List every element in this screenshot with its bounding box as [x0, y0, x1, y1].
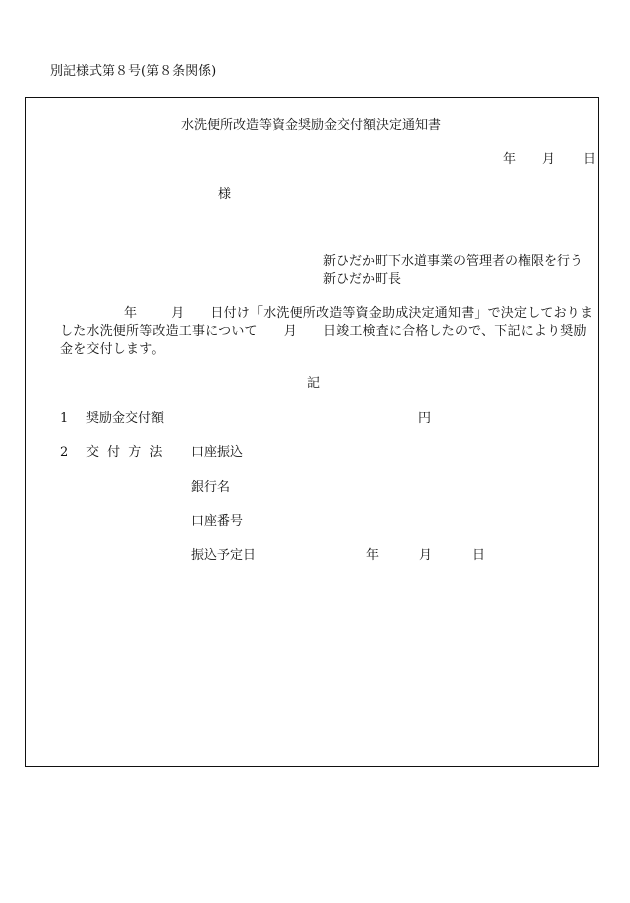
issue-date-day: 日	[583, 152, 597, 167]
payment-account-number: 口座番号	[191, 514, 244, 529]
payment-transfer: 口座振込	[191, 445, 244, 460]
item-2-number: 2	[60, 445, 69, 460]
recipient-suffix: 様	[218, 187, 232, 202]
issue-date-year: 年	[503, 152, 517, 167]
body-line-2-b: 日竣工検査に合格したので、下記により奨励	[322, 324, 587, 339]
body-line-1-text: 日付け「水洗便所改造等資金助成決定通知書」で決定しておりま	[210, 306, 594, 321]
body-month-label: 月	[171, 306, 185, 321]
body-line-2-a: した水洗便所等改造工事について	[60, 324, 258, 339]
document-title: 水洗便所改造等資金奨励金交付額決定通知書	[181, 118, 442, 133]
body-year-label: 年	[124, 306, 138, 321]
payment-date-year: 年	[366, 548, 380, 563]
payment-date-day: 日	[472, 548, 486, 563]
ki-heading: 記	[307, 376, 321, 391]
payment-bank-name: 銀行名	[191, 480, 231, 495]
payment-date-month: 月	[419, 548, 433, 563]
item-2-label: 交 付 方 法	[86, 445, 165, 460]
body-line-3: 金を交付します。	[60, 342, 165, 357]
sender-line-2: 新ひだか町長	[323, 272, 402, 287]
issue-date-month: 月	[542, 152, 556, 167]
payment-scheduled-date: 振込予定日	[191, 548, 257, 563]
body-line-2-month: 月	[283, 324, 297, 339]
notice-body	[60, 305, 596, 359]
item-1-label: 奨励金交付額	[86, 411, 165, 426]
item-1-unit: 円	[418, 411, 432, 426]
notice-frame	[25, 97, 599, 767]
form-reference: 別記様式第８号(第８条関係)	[50, 64, 217, 79]
body-line-2	[60, 323, 596, 341]
sender-line-1: 新ひだか町下水道事業の管理者の権限を行う	[323, 254, 584, 269]
item-1-number: 1	[60, 411, 69, 426]
body-line-1	[60, 305, 596, 323]
